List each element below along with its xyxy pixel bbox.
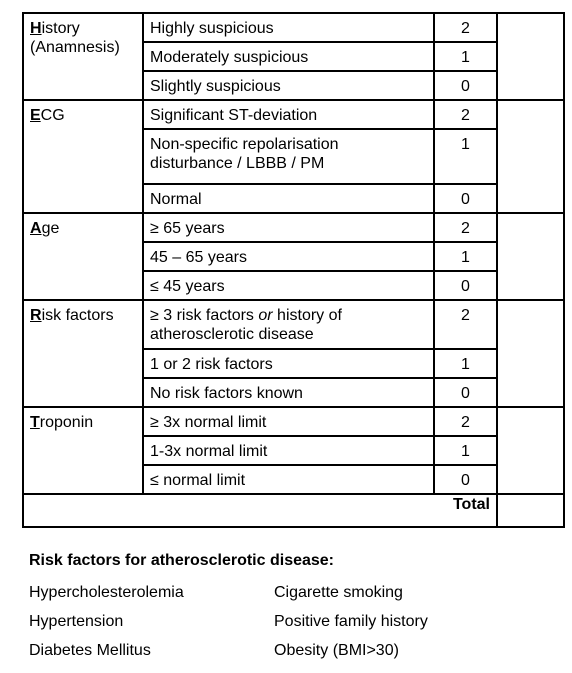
heart-score-table: [22, 12, 565, 528]
risk-factor-list: [29, 584, 494, 660]
points-value: 2: [434, 13, 497, 42]
criterion-label: Normal: [143, 184, 434, 213]
criterion-label: 1 or 2 risk factors: [143, 349, 434, 378]
points-value: 0: [434, 465, 497, 494]
criterion-label: No risk factors known: [143, 378, 434, 407]
note-heading: Risk factors for atherosclerotic disease:: [29, 552, 335, 569]
points-value: 0: [434, 71, 497, 100]
category-troponin: [23, 407, 143, 494]
criterion-label: 1-3x normal limit: [143, 436, 434, 465]
criterion-label: Slightly suspicious: [143, 71, 434, 100]
score-entry-cell: [497, 213, 564, 300]
score-entry-cell: [497, 13, 564, 100]
category-initial: H: [30, 20, 42, 37]
criterion-text: history of atherosclerotic disease: [150, 307, 342, 343]
points-value: 0: [434, 271, 497, 300]
category-initial: E: [30, 107, 41, 124]
points-value: 1: [434, 349, 497, 378]
criterion-label: Moderately suspicious: [143, 42, 434, 71]
table-row: [23, 300, 564, 349]
points-value: 1: [434, 42, 497, 71]
risk-factor-item: Obesity (BMI>30): [274, 642, 399, 659]
points-value: 2: [434, 407, 497, 436]
points-value: 0: [434, 184, 497, 213]
criterion-text: ≥ 3 risk factors: [150, 307, 259, 324]
category-label: roponin: [39, 414, 94, 431]
table-row: [23, 100, 564, 129]
category-risk-factors: [23, 300, 143, 407]
category-initial: T: [30, 414, 40, 431]
table-row: [23, 407, 564, 436]
risk-factor-item: Hypertension: [29, 613, 124, 630]
risk-factor-item: Diabetes Mellitus: [29, 642, 151, 659]
criterion-label: [143, 300, 434, 349]
category-label: isk factors: [41, 307, 114, 324]
points-value: 0: [434, 378, 497, 407]
criterion-emphasis: or: [258, 307, 273, 324]
criterion-label: Significant ST-deviation: [143, 100, 434, 129]
criterion-label: Non-specific repolarisation disturbance / LBBB / PM: [143, 129, 434, 184]
criterion-label: Highly suspicious: [143, 13, 434, 42]
table-row: [23, 13, 564, 42]
category-ecg: [23, 100, 143, 213]
criterion-label: 45 – 65 years: [143, 242, 434, 271]
risk-factor-item: Hypercholesterolemia: [29, 584, 184, 601]
table-row: [23, 213, 564, 242]
category-initial: R: [30, 307, 42, 324]
points-value: 1: [434, 129, 497, 184]
criterion-label: ≤ normal limit: [143, 465, 434, 494]
category-initial: A: [30, 220, 42, 237]
category-label: CG: [40, 107, 65, 124]
category-age: [23, 213, 143, 300]
category-label: istory (Anamnesis): [30, 20, 120, 56]
points-value: 2: [434, 300, 497, 349]
category-label: ge: [41, 220, 60, 237]
risk-factors-note: [29, 552, 494, 660]
total-entry-cell: [497, 494, 564, 527]
criterion-label: ≥ 3x normal limit: [143, 407, 434, 436]
risk-factor-item: Cigarette smoking: [274, 584, 403, 601]
score-entry-cell: [497, 407, 564, 494]
score-entry-cell: [497, 300, 564, 407]
points-value: 2: [434, 100, 497, 129]
category-history: [23, 13, 143, 100]
criterion-label: ≥ 65 years: [143, 213, 434, 242]
points-value: 1: [434, 436, 497, 465]
score-entry-cell: [497, 100, 564, 213]
total-row: [23, 494, 564, 527]
risk-factor-item: Positive family history: [274, 613, 428, 630]
points-value: 2: [434, 213, 497, 242]
criterion-label: ≤ 45 years: [143, 271, 434, 300]
total-label: Total: [23, 494, 497, 527]
points-value: 1: [434, 242, 497, 271]
